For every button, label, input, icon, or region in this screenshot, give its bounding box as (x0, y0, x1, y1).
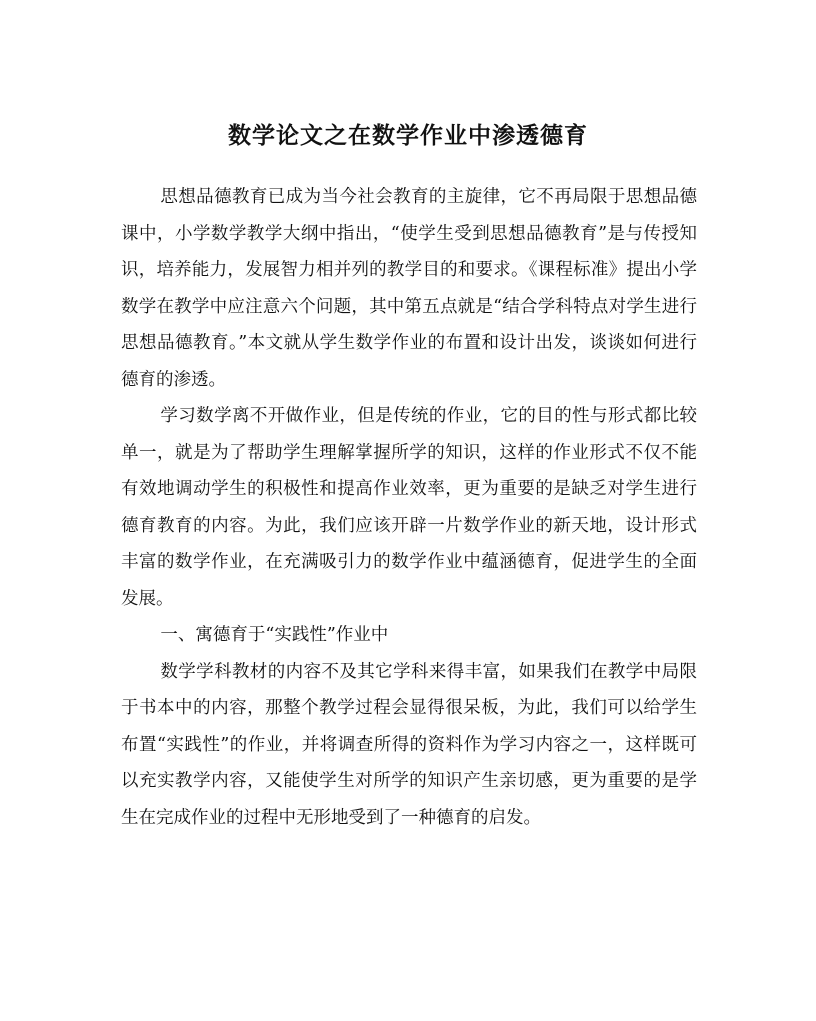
paragraph-intro: 思想品德教育已成为当今社会教育的主旋律，它不再局限于思想品德课中，小学数学教学大纲中指出，“使学生受到思想品德教育”是与传授知识，培养能力，发展智力相并列的教学目的和要求。《课程标准》提出小学数学在教学中应注意六个问题，其中第五点就是“结合学科特点对学生进行思想品德教育。”本文就从学生数学作业的布置和设计出发，谈谈如何进行德育的渗透。 (121, 187, 697, 390)
section-heading: 一、寓德育于“实践性”作业中 (160, 625, 389, 645)
document-title: 数学论文之在数学作业中渗透德育 (228, 122, 588, 150)
paragraph-practice: 数学学科教材的内容不及其它学科来得丰富，如果我们在教学中局限于书本中的内容，那整个教学过程会显得很呆板，为此，我们可以给学生布置“实践性”的作业，并将调查所得的资料作为学习内容之一，这样既可以充实教学内容，又能使学生对所学的知识产生亲切感，更为重要的是学生在完成作业的过程中无形地受到了一种德育的启发。 (121, 661, 697, 828)
paragraph-homework: 学习数学离不开做作业，但是传统的作业，它的目的性与形式都比较单一，就是为了帮助学生理解掌握所学的知识，这样的作业形式不仅不能有效地调动学生的积极性和提高作业效率，更为重要的是缺乏对学生进行德育教育的内容。为此，我们应该开辟一片数学作业的新天地，设计形式丰富的数学作业，在充满吸引力的数学作业中蕴涵德育，促进学生的全面发展。 (121, 406, 697, 609)
document-body (121, 179, 697, 836)
